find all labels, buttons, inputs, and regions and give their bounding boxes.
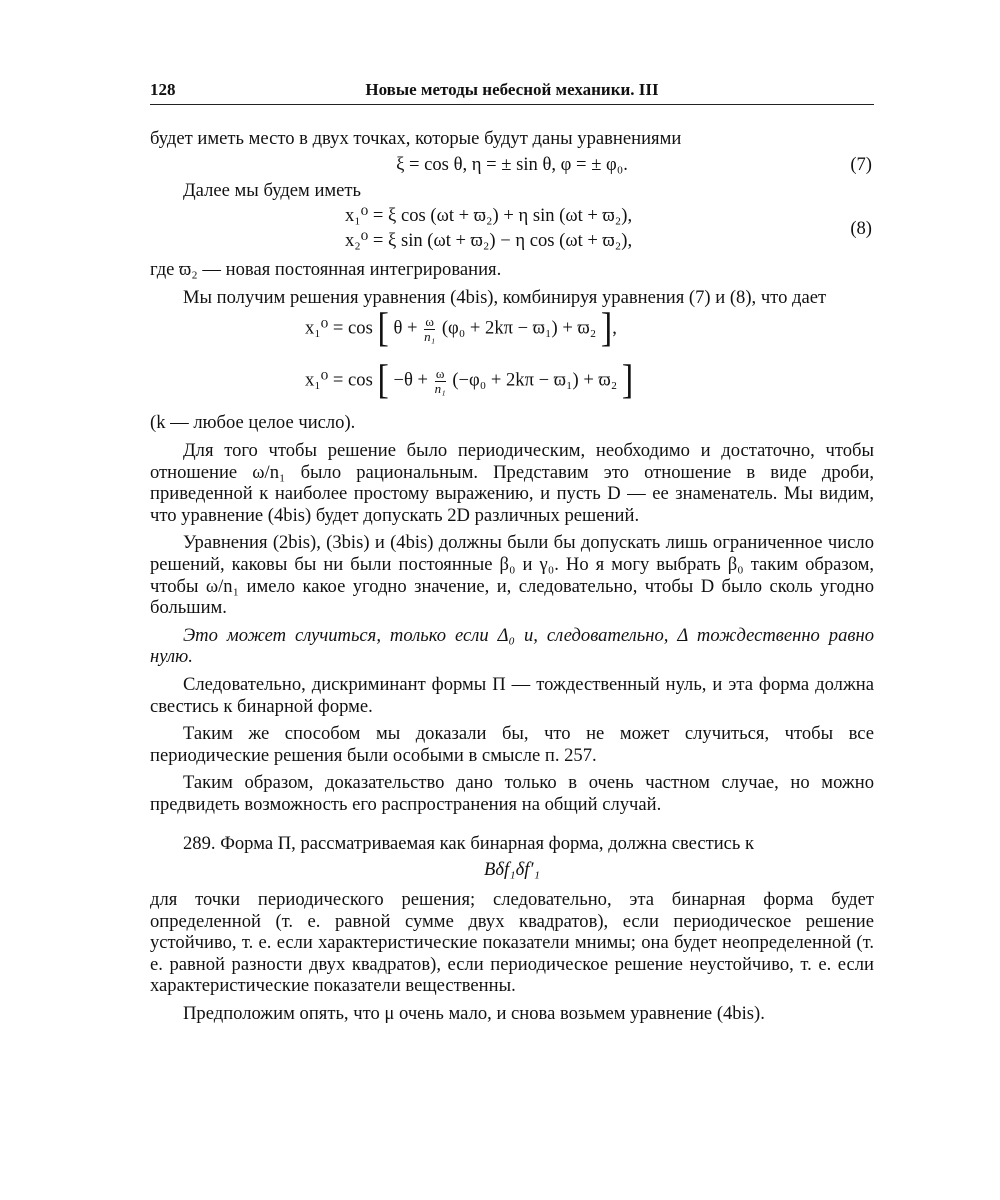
eq9-l2-rest: (−φ₀ + 2kπ − ϖ₁) + ϖ₂ [452,369,618,391]
right-bracket: ] [600,306,613,351]
equation-8-line-2: x₂⁰ = ξ sin (ωt + ϖ₂) − η cos (ωt + ϖ₂), [345,230,633,252]
fraction-numerator: ω [425,313,434,329]
fraction-denominator: n₁ [424,328,436,344]
eq9-l2-lhs: x₁⁰ = cos [305,369,373,391]
eq9-l1-theta: θ + [393,317,418,339]
paragraph-10: Таким же способом мы доказали бы, что не может случиться, чтобы все периодические решения были особыми в смысле п. 257. [150,723,874,766]
eq9-l2-theta: −θ + [393,369,428,391]
equation-10: Bδf₁δf′₁ [484,859,540,881]
right-bracket: ] [621,358,634,403]
equation-8-line-1: x₁⁰ = ξ cos (ωt + ϖ₂) + η sin (ωt + ϖ₂), [345,205,633,227]
book-page [150,0,874,1200]
paragraph-14: Предположим опять, что μ очень мало, и снова возьмем уравнение (4bis). [183,1003,765,1025]
fraction-omega-n1 [435,367,446,396]
section-289-paragraph: 289. Форма Π, рассматриваемая как бинарная форма, должна свестись к [183,833,755,855]
paragraph-9: Следовательно, дискриминант формы Π — тождественный нуль, и эта форма должна свестись к бинарной форме. [150,673,874,717]
paragraph-11: Таким образом, доказательство дано только в очень частном случае, но можно предвидеть возможность его распространения на общий случай. [150,772,874,815]
left-bracket: [ [377,358,389,403]
fraction-denominator: n₁ [434,380,446,396]
fraction-numerator: ω [435,365,445,381]
paragraph-1: будет иметь место в двух точках, которые будут даны уравнениями [150,128,682,149]
paragraph-6: Для того чтобы решение было периодическим, необходимо и достаточно, чтобы отношение ω/n₁ было рациональным. Представим это отношение в виде дроби, приведенной к наиболее простому выражению, и пусть D — ее знаменатель. Мы видим, что уравнение (4bis) будет допускать 2D различных решений. [150,439,874,526]
paragraph-5: (k — любое целое число). [150,412,356,434]
running-header [150,78,874,105]
paragraph-8-italic: Это может случиться, только если Δ₀ и, следовательно, Δ тождественно равно нулю. [150,624,874,668]
paragraph-2: Далее мы будем иметь [183,179,362,201]
page-body [150,128,874,1025]
equation-9-line-1 [305,306,617,351]
running-title: Новые методы небесной механики. III [365,80,659,99]
paragraph-4: Мы получим решения уравнения (4bis), комбинируя уравнения (7) и (8), что дает [183,286,827,308]
equation-8-number: (8) [850,218,872,240]
equation-8 [150,201,874,259]
page-number: 128 [150,80,176,99]
equation-7 [150,150,874,180]
left-bracket: [ [377,306,389,351]
eq9-l1-comma: , [612,317,617,339]
eq9-l1-rest: (φ₀ + 2kπ − ϖ₁) + ϖ₂ [441,317,597,339]
paragraph-13: для точки периодического решения; следовательно, эта бинарная форма будет определенной (т. е. равной сумме двух квадратов), если периодическое решение устойчиво, т. е. если характеристические показатели мнимы; она будет неопределенной (т. е. равной разности двух квадратов), если периодическое решение неустойчиво, т. е. если характеристические показатели вещественны. [150,889,874,997]
equation-9 [150,308,874,412]
eq9-l1-lhs: x₁⁰ = cos [305,317,373,339]
equation-7-number: (7) [850,153,872,175]
paragraph-7: Уравнения (2bis), (3bis) и (4bis) должны были бы допускать лишь ограниченное число решений, каковы бы ни были постоянные β₀ и γ₀. Но я могу выбрать β₀ таким образом, чтобы ω/n₁ имело какое угодно значение, и, следовательно, чтобы D было сколь угодно большим. [150,532,874,619]
fraction-omega-n1 [424,315,435,344]
equation-7-body: ξ = cos θ, η = ± sin θ, φ = ± φ₀. [396,153,628,175]
equation-9-line-2 [305,358,634,403]
paragraph-3: где ϖ₂ — новая постоянная интегрирования. [150,259,502,281]
